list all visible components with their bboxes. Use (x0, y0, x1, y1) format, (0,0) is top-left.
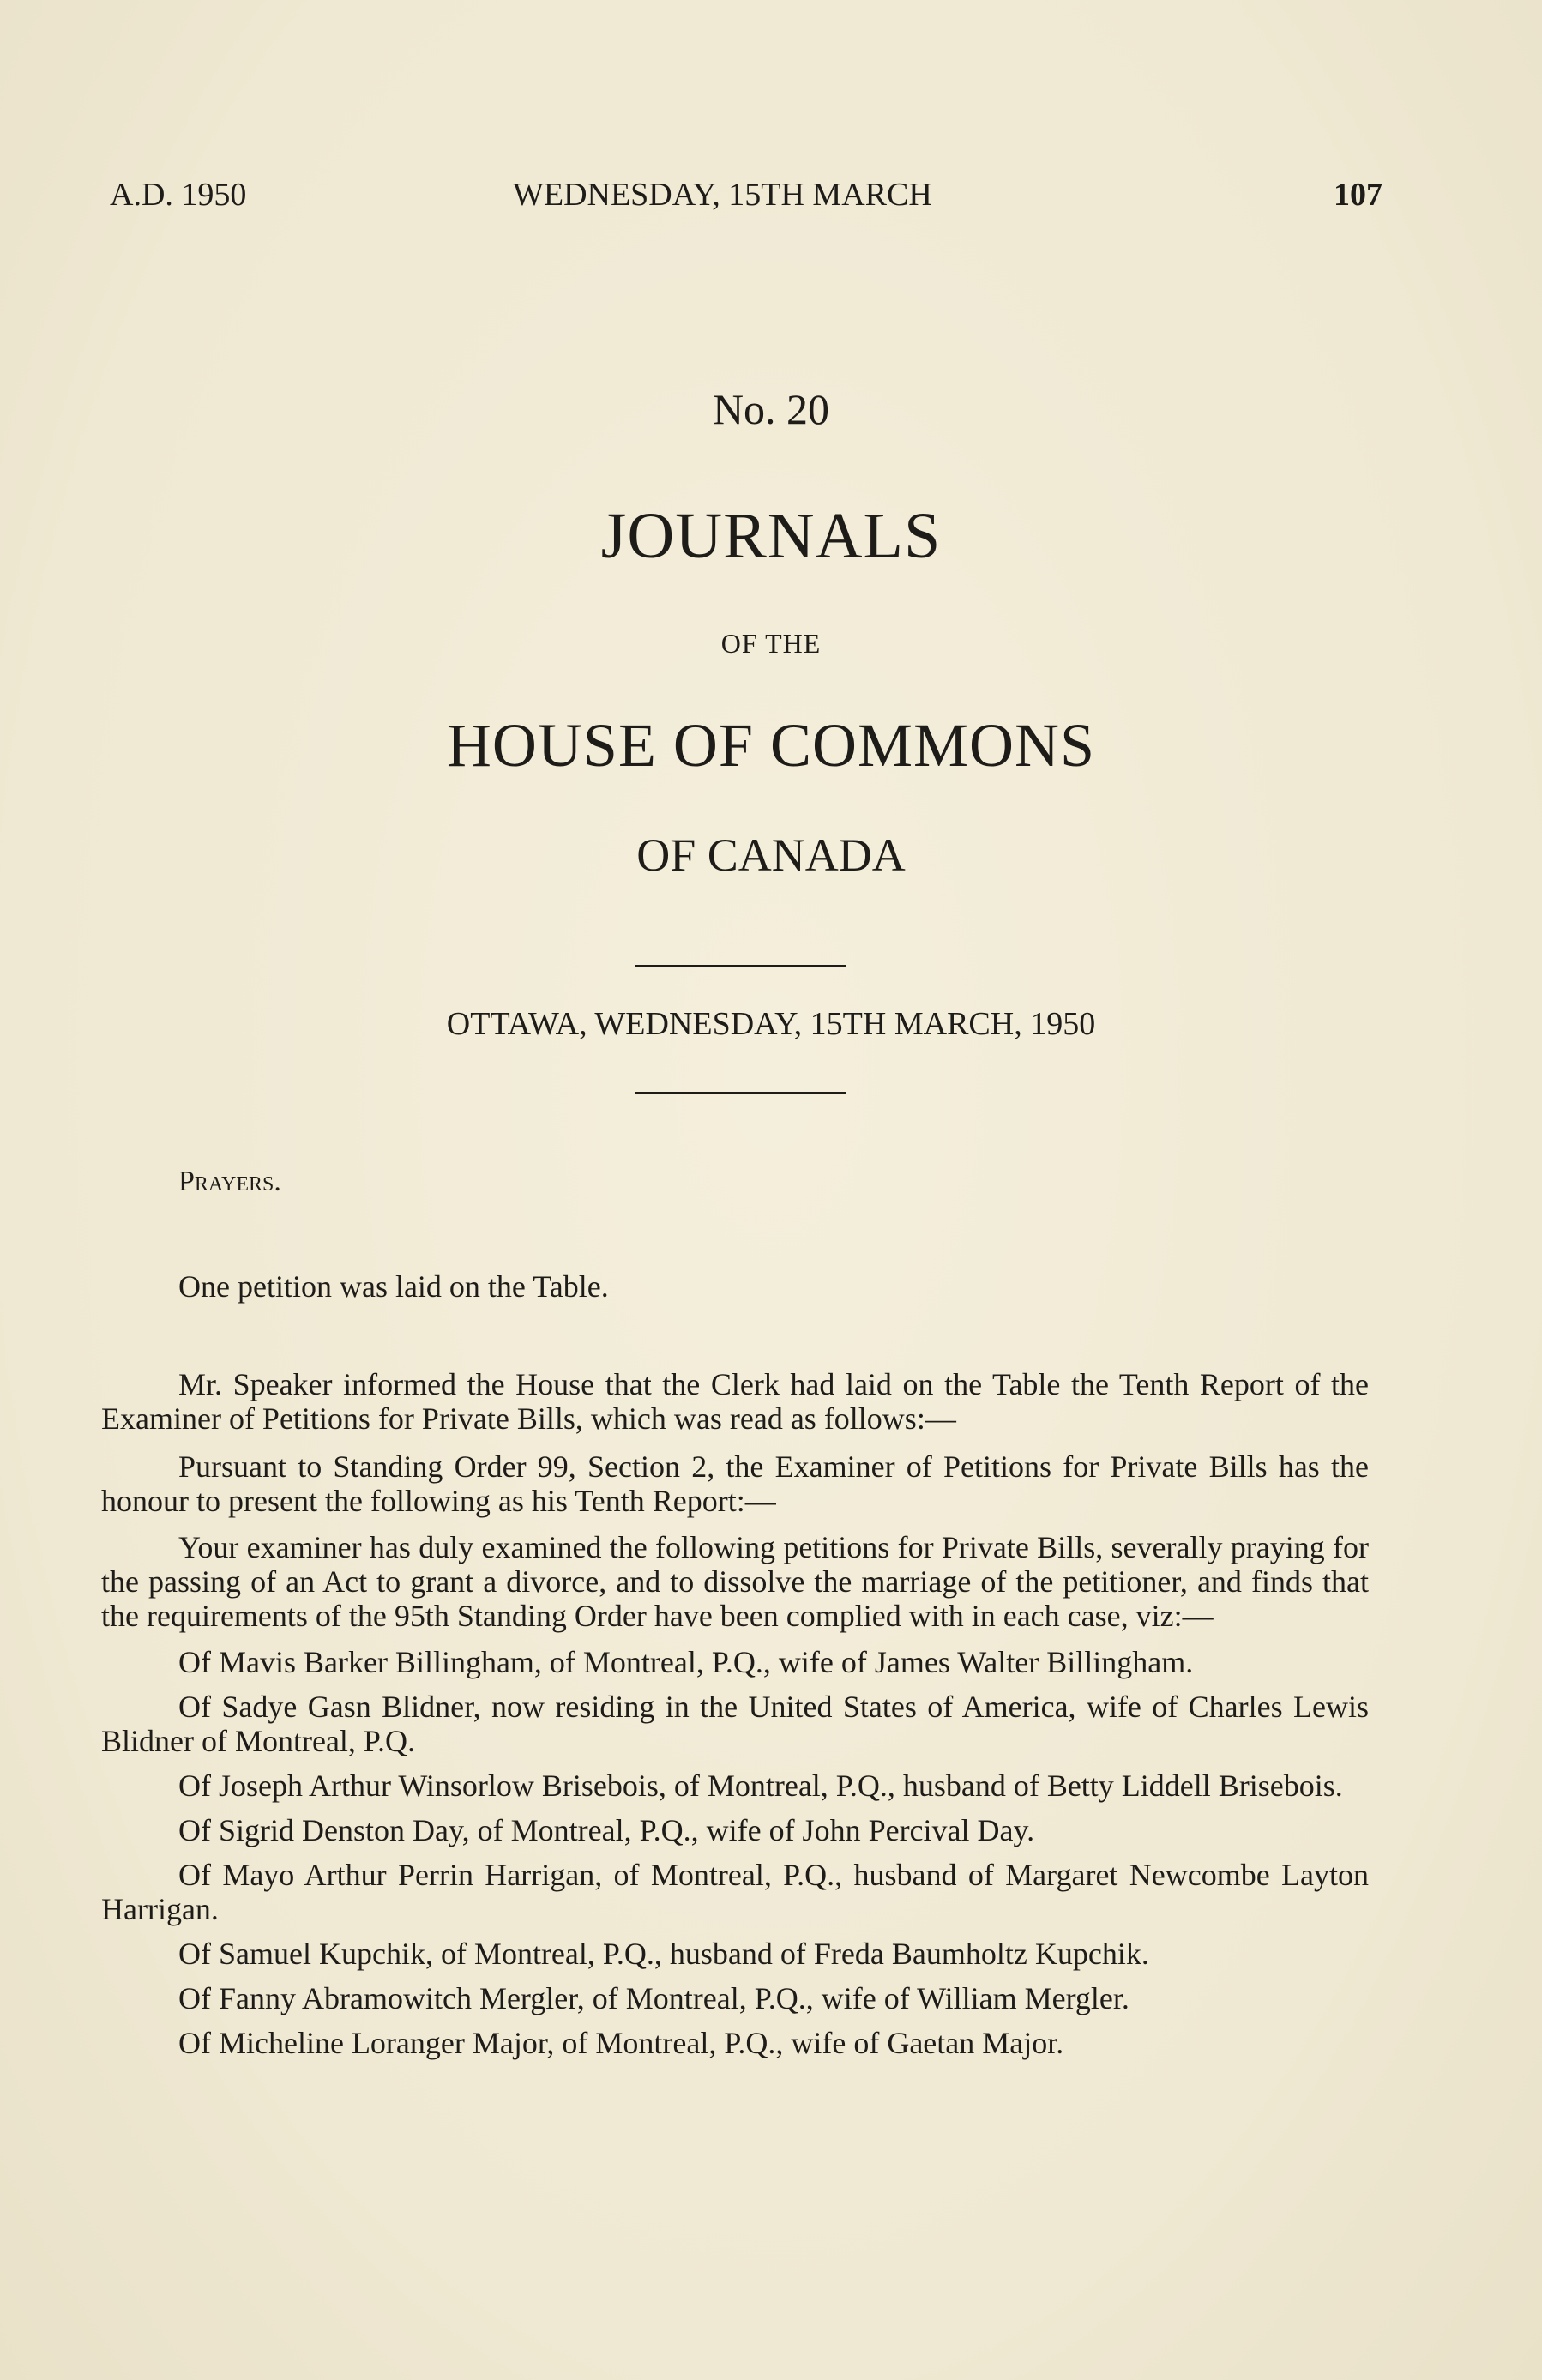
title-divider-bottom (635, 1092, 846, 1094)
speaker-informed-paragraph: Mr. Speaker informed the House that the Clerk had laid on the Table the Tenth Report of the Examiner of Petitions for Private Bills, which was read as follows:— (101, 1367, 1369, 1436)
petition-item: Of Micheline Loranger Major, of Montreal, P.Q., wife of Gaetan Major. (178, 2026, 1064, 2060)
house-of-commons-title: HOUSE OF COMMONS (446, 711, 1096, 780)
petition-item: Of Sigrid Denston Day, of Montreal, P.Q., wife of John Percival Day. (178, 1813, 1035, 1847)
petition-item: Of Joseph Arthur Winsorlow Brisebois, of Montreal, P.Q., husband of Betty Liddell Brisebois. (178, 1768, 1343, 1803)
page-number: 107 (1334, 177, 1382, 213)
examiner-statement-paragraph: Your examiner has duly examined the following petitions for Private Bills, severally praying for the passing of an Act to grant a divorce, and to dissolve the marriage of the petitioner, and finds that the requirements of the 95th Standing Order have been complied with in each case, viz:— (101, 1530, 1369, 1633)
prayers-heading: Prayers. (178, 1166, 281, 1197)
petition-laid-paragraph: One petition was laid on the Table. (178, 1269, 609, 1304)
running-head-date: WEDNESDAY, 15TH MARCH (513, 177, 932, 213)
journals-title: JOURNALS (600, 500, 942, 572)
title-divider-top (635, 965, 846, 967)
journal-body (101, 1165, 1369, 2070)
petition-item: Of Samuel Kupchik, of Montreal, P.Q., husband of Freda Baumholtz Kupchik. (178, 1937, 1149, 1971)
petition-item: Of Mayo Arthur Perrin Harrigan, of Montreal, P.Q., husband of Margaret Newcombe Layton Harrigan. (101, 1858, 1369, 1926)
petition-item: Of Mavis Barker Billingham, of Montreal, P.Q., wife of James Walter Billingham. (178, 1645, 1194, 1679)
of-the-line: OF THE (720, 628, 822, 659)
journal-number: No. 20 (712, 385, 830, 433)
dateline: OTTAWA, WEDNESDAY, 15TH MARCH, 1950 (446, 1006, 1096, 1042)
running-head-year: A.D. 1950 (110, 177, 247, 213)
of-canada-line: OF CANADA (636, 829, 906, 881)
report-intro-paragraph: Pursuant to Standing Order 99, Section 2, the Examiner of Petitions for Private Bills has the honour to present the following as his Tenth Report:— (101, 1449, 1369, 1518)
petition-item: Of Sadye Gasn Blidner, now residing in the United States of America, wife of Charles Lewis Blidner of Montreal, P.Q. (101, 1690, 1369, 1758)
running-head (110, 176, 1382, 219)
petition-item: Of Fanny Abramowitch Mergler, of Montreal, P.Q., wife of William Mergler. (178, 1981, 1129, 2015)
